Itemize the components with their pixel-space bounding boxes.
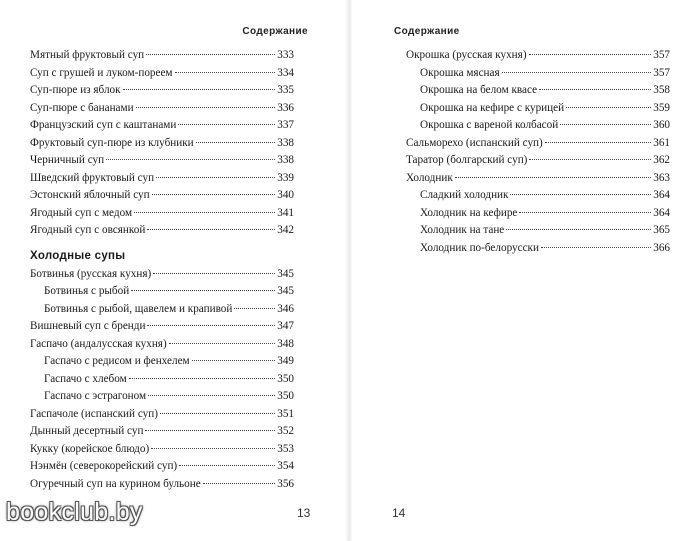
dot-leader [175, 72, 276, 73]
toc-entry [30, 152, 294, 170]
toc-entry-page: 365 [653, 224, 670, 236]
toc-entry-page: 347 [277, 320, 294, 332]
dot-leader [145, 430, 275, 431]
toc-entry-page: 366 [653, 241, 670, 254]
toc-entry-title: Вишневый суп с бренди [30, 320, 146, 332]
toc-entry [30, 47, 294, 65]
toc-entry [30, 406, 294, 424]
toc-entry-title: Холодник на кефире [420, 206, 518, 219]
dot-leader [529, 54, 652, 55]
toc-entry [30, 266, 294, 284]
toc-entry-title: Гаспачо с хлебом [44, 372, 127, 385]
toc-list-top [30, 47, 294, 240]
toc-entry-page: 338 [277, 154, 294, 166]
dot-leader [148, 395, 275, 396]
dot-leader [147, 229, 275, 230]
toc-entry-page: 361 [653, 136, 670, 149]
toc-entry-title: Таратор (болгарский суп) [406, 154, 528, 166]
dot-leader [106, 159, 275, 160]
toc-entry-page: 353 [277, 442, 294, 455]
toc-entry-page: 357 [653, 49, 670, 61]
toc-entry-page: 345 [277, 267, 294, 280]
dot-leader [506, 229, 651, 230]
toc-entry-page: 336 [277, 101, 294, 114]
dot-leader [134, 212, 275, 213]
toc-entry-title: Гаспачо с эстрагоном [44, 390, 147, 402]
toc-entry-title: Ягодный суп с овсянкой [30, 224, 146, 236]
toc-entry [406, 65, 670, 83]
toc-entry-title: Дынный десертный суп [30, 425, 144, 437]
running-head-left: Содержание [242, 26, 308, 37]
dot-leader [502, 72, 652, 73]
toc-entry-page: 333 [277, 49, 294, 61]
toc-entry [406, 117, 670, 135]
toc-entry [30, 301, 294, 319]
dot-leader [519, 212, 651, 213]
toc-entry-page: 351 [277, 407, 294, 420]
toc-entry-title: Сладкий холодник [420, 189, 509, 201]
toc-entry [30, 388, 294, 406]
dot-leader [545, 142, 651, 143]
toc-entry-page: 339 [277, 171, 294, 184]
toc-entry [406, 135, 670, 153]
toc-entry [30, 353, 294, 371]
toc-entry-title: Суп-пюре с бананами [30, 101, 134, 114]
dot-leader [136, 107, 276, 108]
toc-entry [406, 152, 670, 170]
dot-leader [146, 54, 275, 55]
dot-leader [541, 247, 651, 248]
toc-entry-title: Огуречный суп на курином бульоне [30, 477, 201, 490]
toc-entry [406, 170, 670, 188]
page-number-left: 13 [297, 506, 311, 520]
toc-entry-page: 346 [277, 302, 294, 315]
toc-entry-title: Окрошка на кефире с курицей [420, 101, 565, 114]
toc-entry-page: 358 [653, 84, 670, 96]
dot-leader [129, 378, 276, 379]
toc-entry-title: Гаспачоле (испанский суп) [30, 407, 158, 420]
toc-entry [406, 222, 670, 240]
toc-entry [30, 135, 294, 153]
toc-entry [406, 82, 670, 100]
toc-right [406, 47, 670, 257]
toc-entry-page: 338 [277, 136, 294, 149]
toc-entry [30, 336, 294, 354]
toc-entry [406, 205, 670, 223]
toc-entry-page: 359 [653, 101, 670, 114]
dot-leader [151, 448, 275, 449]
dot-leader [196, 142, 276, 143]
toc-entry-page: 337 [277, 119, 294, 131]
dot-leader [192, 360, 276, 361]
toc-entry [30, 117, 294, 135]
toc-entry [30, 283, 294, 301]
toc-entry-title: Нэнмён (северокорейский суп) [30, 460, 178, 472]
toc-entry [30, 423, 294, 441]
toc-entry-title: Ботвинья с рыбой [44, 285, 130, 297]
toc-entry [30, 222, 294, 240]
dot-leader [529, 159, 651, 160]
toc-entry [30, 318, 294, 336]
toc-entry-title: Черничный суп [30, 154, 105, 166]
page-number-right: 14 [392, 506, 406, 520]
dot-leader [169, 343, 276, 344]
toc-entry-page: 356 [277, 477, 294, 490]
toc-entry-title: Французский суп с каштанами [30, 119, 177, 131]
toc-entry-title: Ягодный суп с медом [30, 206, 133, 219]
dot-leader [153, 273, 275, 274]
section-heading: Холодные супы [30, 249, 126, 262]
toc-entry-page: 352 [277, 425, 294, 437]
toc-entry-page: 349 [277, 355, 294, 367]
toc-entry-title: Кукку (корейское блюдо) [30, 442, 150, 455]
toc-entry-page: 345 [277, 285, 294, 297]
toc-entry-title: Ботвинья (русская кухня) [30, 267, 152, 280]
running-head-right: Содержание [394, 26, 460, 37]
toc-entry-page: 341 [277, 206, 294, 219]
toc-entry-page: 340 [277, 189, 294, 201]
dot-leader [147, 325, 275, 326]
toc-entry-title: Окрошка на белом квасе [420, 84, 538, 96]
toc-entry-title: Шведский фруктовый суп [30, 171, 155, 184]
toc-entry-page: 360 [653, 119, 670, 131]
toc-entry-title: Фруктовый суп-пюре из клубники [30, 136, 194, 149]
toc-entry-page: 357 [653, 66, 670, 79]
toc-entry-title: Мятный фруктовый суп [30, 49, 145, 61]
toc-entry-page: 364 [653, 206, 670, 219]
toc-entry-title: Холодник [406, 171, 453, 184]
watermark-logo: bookclub.by [6, 498, 143, 526]
toc-entry-title: Эстонский яблочный суп [30, 189, 150, 201]
toc-entry-page: 350 [277, 372, 294, 385]
toc-entry [30, 458, 294, 476]
toc-entry [30, 100, 294, 118]
toc-entry-title: Гаспачо с редисом и фенхелем [44, 355, 190, 367]
toc-entry [406, 187, 670, 205]
toc-entry [406, 240, 670, 258]
toc-entry-page: 362 [653, 154, 670, 166]
toc-entry-page: 348 [277, 337, 294, 350]
toc-entry [30, 371, 294, 389]
toc-list-section [30, 266, 294, 494]
dot-leader [203, 483, 276, 484]
toc-entry [406, 47, 670, 65]
toc-entry [30, 82, 294, 100]
dot-leader [179, 465, 275, 466]
dot-leader [131, 290, 275, 291]
toc-entry-title: Гаспачо (андалусская кухня) [30, 337, 167, 350]
dot-leader [178, 124, 275, 125]
right-page [352, 0, 700, 541]
toc-entry-title: Холодник на тане [420, 224, 505, 236]
toc-entry-title: Холодник по-белорусски [420, 241, 539, 254]
toc-list-right [406, 47, 670, 257]
dot-leader [539, 89, 651, 90]
toc-entry-page: 334 [277, 66, 294, 79]
toc-entry-page: 350 [277, 390, 294, 402]
dot-leader [156, 177, 275, 178]
toc-entry [30, 441, 294, 459]
dot-leader [566, 107, 651, 108]
dot-leader [160, 413, 275, 414]
toc-left [30, 47, 294, 493]
toc-entry [30, 476, 294, 494]
toc-entry [30, 205, 294, 223]
toc-entry-page: 363 [653, 171, 670, 184]
toc-entry-page: 342 [277, 224, 294, 236]
toc-entry-page: 335 [277, 84, 294, 96]
toc-entry-title: Окрошка (русская кухня) [406, 49, 527, 61]
dot-leader [123, 89, 276, 90]
left-page [0, 0, 348, 541]
toc-entry-title: Ботвинья с рыбой, щавелем и крапивой [44, 302, 233, 315]
toc-entry-title: Окрошка мясная [420, 66, 500, 79]
toc-entry-title: Суп-пюре из яблок [30, 84, 121, 96]
toc-entry-title: Суп с грушей и луком-пореем [30, 66, 173, 79]
dot-leader [234, 308, 275, 309]
toc-entry [30, 170, 294, 188]
toc-entry-page: 364 [653, 189, 670, 201]
dot-leader [455, 177, 651, 178]
dot-leader [510, 194, 651, 195]
toc-entry [406, 100, 670, 118]
toc-entry [30, 65, 294, 83]
toc-entry-page: 354 [277, 460, 294, 472]
toc-entry [30, 187, 294, 205]
toc-entry-title: Окрошка с вареной колбасой [420, 119, 559, 131]
dot-leader [152, 194, 276, 195]
toc-entry-title: Сальморехо (испанский суп) [406, 136, 543, 149]
dot-leader [560, 124, 651, 125]
